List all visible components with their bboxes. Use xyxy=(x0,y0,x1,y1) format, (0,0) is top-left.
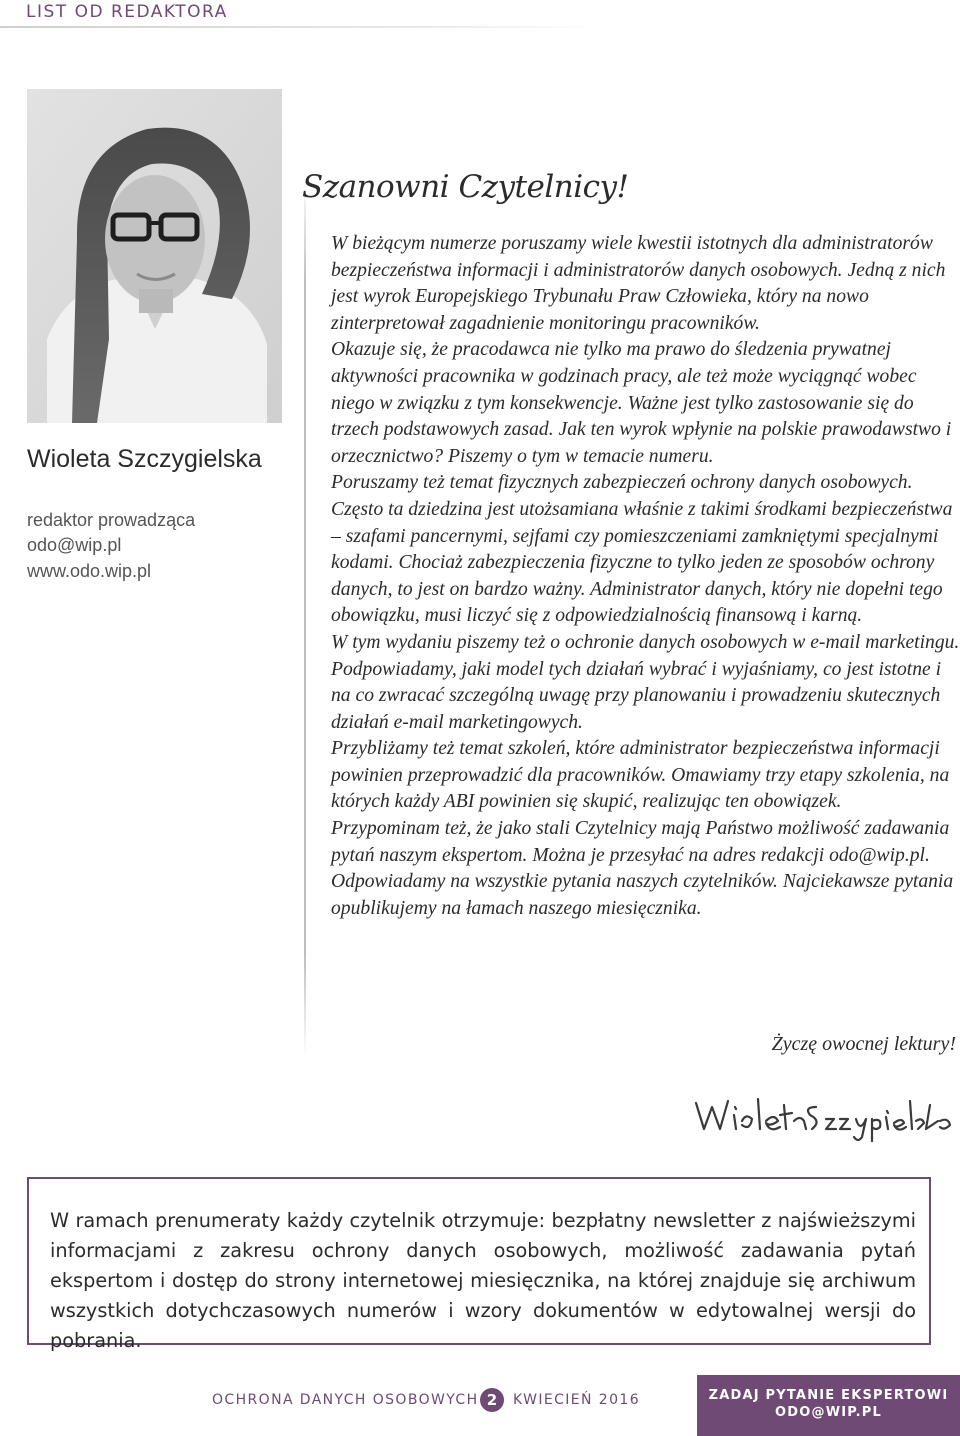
page-number: 2 xyxy=(480,1388,504,1412)
author-photo xyxy=(27,89,282,423)
letter-paragraph: Poruszamy też temat fizycznych zabezpieczeń ochrony danych osobowych. Często ta dziedzina jest utożsamiana właśnie z takimi środkami bezpieczeństwa – szafami pancernymi, sejfami czy pomieszczeniami zamkniętymi specjalnymi kodami. Chociaż zabezpieczenia fizyczne to tylko jeden ze sposobów ochrony danych, to jest on bardzo ważny. Administrator danych, który nie dopełni tego obowiązku, musi liczyć się z odpowiedzialnością finansową i karną. xyxy=(331,472,953,627)
column-divider xyxy=(304,178,306,1058)
letter-body xyxy=(331,231,960,922)
letter-paragraph: Przybliżamy też temat szkoleń, które administrator bezpieczeństwa informacji powinien przeprowadzić dla pracowników. Omawiamy trzy etapy szkolenia, na których każdy ABI powinien się skupić, realizując ten obowiązek. xyxy=(331,738,950,813)
header-rule xyxy=(0,26,600,28)
letter-closing: Życzę owocnej lektury! xyxy=(771,1033,956,1055)
letter-paragraph: Okazuje się, że pracodawca nie tylko ma prawo do śledzenia prywatnej aktywności pracownika w godzinach pracy, ale też może wyciągnąć wobec niego w związku z tym konsekwencje. Ważne jest tylko zastosowanie się do trzech podstawowych zasad. Jak ten wyrok wpłynie na polskie prawodawstwo i orzecznictwo? Piszemy o tym w temacie numeru. xyxy=(331,339,952,467)
footer-publication: OCHRONA DANYCH OSOBOWYCH xyxy=(212,1392,479,1408)
author-email[interactable]: odo@wip.pl xyxy=(27,535,122,555)
section-label: LIST OD REDAKTORA xyxy=(26,2,228,22)
author-role: redaktor prowadząca xyxy=(27,510,196,530)
author-name: Wioleta Szczygielska xyxy=(27,445,262,473)
subscription-info-box xyxy=(27,1177,931,1352)
letter-paragraph: Przypominam też, że jako stali Czytelnicy mają Państwo możliwość zadawania pytań naszym ekspertom. Można je przesyłać na adres redakcji odo@wip.pl. Odpowiadamy na wszystkie pytania naszych czytelników. Najciekawsze pytania opublikujemy na łamach naszego miesięcznika. xyxy=(331,818,954,919)
letter-paragraph: W tym wydaniu piszemy też o ochronie danych osobowych w e-mail marketingu. Podpowiadamy, jaki model tych działań wybrać i wyjaśniamy, co jest istotne i na co zwracać szczególną uwagę przy planowaniu i prowadzeniu skutecznych działań e-mail marketingowych. xyxy=(331,631,960,733)
handwritten-signature xyxy=(690,1085,955,1145)
ask-expert-button[interactable] xyxy=(697,1375,960,1436)
ask-expert-email: ODO@WIP.PL xyxy=(775,1405,882,1420)
footer-issue-date: KWIECIEŃ 2016 xyxy=(513,1392,641,1408)
ask-expert-label: ZADAJ PYTANIE EKSPERTOWI xyxy=(708,1388,949,1403)
author-website[interactable]: www.odo.wip.pl xyxy=(27,561,152,581)
letter-greeting: Szanowni Czytelnicy! xyxy=(302,169,629,205)
subscription-info-text: W ramach prenumeraty każdy czytelnik otrzymuje: bezpłatny newsletter z najświeższymi informacjami z zakresu ochrony danych osobowych, możliwość zadawania pytań ekspertom i dostęp do strony internetowej miesięcznika, na której znajduje się archiwum wszystkich dotychczasowych numerów i wzory dokumentów w edytowalnej wersji do pobrania. xyxy=(50,1209,916,1352)
letter-paragraph: W bieżącym numerze poruszamy wiele kwestii istotnych dla administratorów bezpieczeństwa informacji i administratorów danych osobowych. Jedną z nich jest wyrok Europejskiego Trybunału Praw Człowieka, który na nowo zinterpretował zagadnienie monitoringu pracowników. xyxy=(331,233,946,334)
